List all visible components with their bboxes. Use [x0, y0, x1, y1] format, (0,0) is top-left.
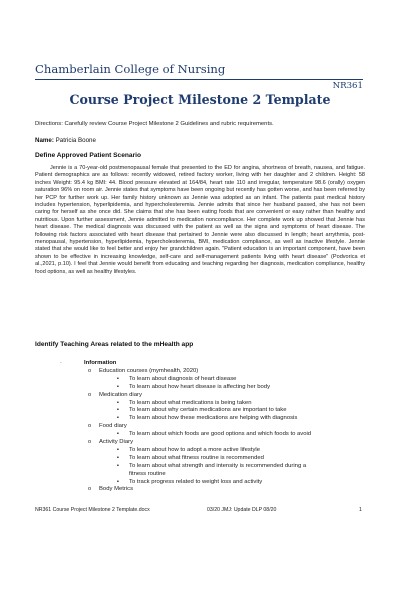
outline-item: Activity Diary — [99, 439, 134, 445]
outline-item: To learn about diagnosis of heart disease — [129, 375, 237, 382]
outline-item: Information — [84, 360, 117, 366]
outline-bullet-icon: o — [88, 423, 92, 430]
outline-bullet-icon: o — [88, 391, 92, 398]
outline-item: To learn about how heart disease is affecting her body — [129, 383, 271, 390]
outline-item: To learn about how to adopt a more active lifestyle — [129, 446, 260, 453]
outline-item: Body Metrics — [99, 486, 134, 493]
footer-revision: 03/20 JMJ: Update DLP 08/20 — [207, 507, 277, 513]
document-title: Course Project Milestone 2 Template — [69, 92, 331, 107]
outline-bullet-icon: ▪ — [117, 383, 119, 390]
directions-text: Directions: Carefully review Course Project Milestone 2 Guidelines and rubric requirements. — [35, 121, 274, 127]
outline-bullet-icon: ▪ — [117, 478, 119, 485]
outline-item: Medication diary — [99, 391, 142, 398]
outline-bullet-icon: ▪ — [117, 399, 119, 406]
outline-bullet-icon: ▪ — [117, 375, 119, 382]
teaching-heading: Identify Teaching Areas related to the mHealth app — [35, 341, 194, 348]
name-value: Patricia Boone — [55, 137, 96, 144]
outline-item: To learn about why certain medications are important to take — [129, 407, 287, 414]
scenario-body: Jennie is a 70-year-old postmenopausal female that presented to the ED for angina, shortness of breath, nausea, and fatigue. Patient demographics are as follows: recently widowed, retired factory worker, living with her daughter and 2 children. Height: 58 inches Weight: 95.4 kg BMI: 44. Blood pressure elevated at 164/84, heart rate 110 and irregular, temperature 98.6 (orally) oxygen saturation 96% on room air. Jennie states that symptoms have been ongoing but recently has gotten worse, and has been referred by her PCP for further work up. Her family history unknown as Jennie was adopted as an infant. The patients past medical history includes hypertension, hyperlipidemia, and hypercholesteremia. Jennie admits that since her husband passed, she has not been caring for herself as she once did. She claims that she has been eating foods that are convenient or easy rather than healthy and nutritious. Upon further assessment, Jennie admitted to medication noncompliance. Her complete work up showed that Jennie has heart disease. The medical diagnosis was discussed with the patient as well as the signs and symptoms of heart disease. The following risk factors associated with heart disease that pertained to Jennie were also discussed in length; heart arrythmia, post-menopausal, hypertension, hyperlipidemia, hypercholesteremia, BMI, medication compliance, as well as inactive lifestyle. Jennie stated that she would like to feel better and enjoy her grandchildren again. "Patient education is an important component, have been shown to be effective in increasing knowledge, self-care and self-management patients living with heart disease" (Podvorica et al.,2021, p.10). I feel that Jennie would benefit from educating and teaching regarding her diagnosis, medication compliance, healthy food options, as well as healthy lifestyles. — [35, 165, 365, 275]
outline-bullet-icon: ▪ — [117, 415, 119, 422]
outline-item: To learn about how these medications are helping with diagnosis — [129, 415, 298, 422]
header-rule — [35, 79, 363, 80]
outline-bullet-icon: o — [88, 367, 92, 374]
course-code: NR361 — [332, 81, 363, 91]
outline-bullet-icon: ▪ — [117, 454, 119, 461]
outline-bullet-icon: ▪ — [117, 431, 119, 438]
outline-item: To learn about what medications is being taken — [129, 399, 252, 406]
footer-page-number: 1 — [359, 507, 362, 513]
college-name: Chamberlain College of Nursing — [35, 62, 226, 76]
footer-filename: NR361 Course Project Milestone 2 Template.docx — [35, 507, 150, 513]
outline-item: To track progress related to weight loss and activity — [129, 478, 263, 485]
outline-bullet-icon: o — [88, 486, 92, 493]
outline-bullet-icon: ▪ — [117, 446, 119, 453]
outline-bullet-icon: o — [88, 439, 92, 445]
outline-item: fitness routine — [129, 470, 166, 477]
outline-item: Food diary — [99, 423, 127, 430]
outline-item: To learn about what strength and intensity is recommended during a — [129, 462, 307, 469]
scenario-heading: Define Approved Patient Scenario — [35, 152, 142, 159]
outline-item: Education courses (mymhealth, 2020) — [99, 367, 199, 374]
outline-bullet-icon: ▪ — [117, 462, 119, 469]
name-line — [35, 137, 96, 144]
name-label: Name: — [35, 137, 54, 144]
outline-item: To learn about which foods are good options and which foods to avoid — [129, 431, 312, 438]
outline-bullet-icon: ▪ — [117, 407, 119, 414]
outline-item: To learn about what fitness routine is recommended — [129, 454, 264, 461]
outline-bullet-icon: · — [60, 360, 62, 366]
